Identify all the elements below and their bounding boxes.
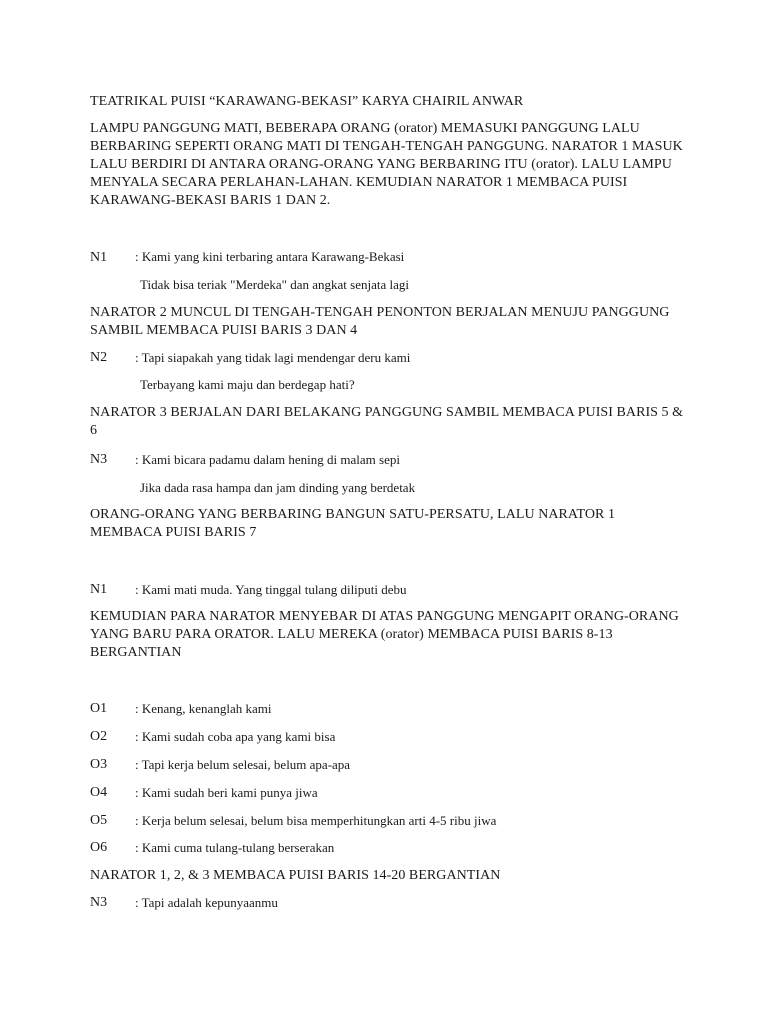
verse-line: : Kami cuma tulang-tulang berserakan xyxy=(135,840,335,855)
verse-line: : Kami mati muda. Yang tinggal tulang diliputi debu xyxy=(135,582,407,597)
speaker-label: O6 xyxy=(90,840,108,855)
verse-line: Jika dada rasa hampa dan jam dinding yang berdetak xyxy=(140,480,416,495)
intro-line: LALU BERDIRI DI ANTARA ORANG-ORANG YANG BERBARING ITU (orator). LALU LAMPU xyxy=(90,157,672,172)
direction-line: MEMBACA PUISI BARIS 7 xyxy=(90,525,257,540)
direction-line: SAMBIL MEMBACA PUISI BARIS 3 DAN 4 xyxy=(90,323,358,338)
speaker-label: N3 xyxy=(90,895,108,910)
stage-direction xyxy=(90,404,690,440)
speaker-label: O2 xyxy=(90,729,108,744)
direction-line: NARATOR 2 MUNCUL DI TENGAH-TENGAH PENONTON BERJALAN MENUJU PANGGUNG xyxy=(90,305,670,320)
verse-line: : Tapi siapakah yang tidak lagi mendengar deru kami xyxy=(135,350,411,365)
speaker-label: O5 xyxy=(90,813,108,828)
document-title: TEATRIKAL PUISI “KARAWANG-BEKASI” KARYA CHAIRIL ANWAR xyxy=(90,94,524,109)
verse-line: : Kami sudah beri kami punya jiwa xyxy=(135,785,318,800)
verse-line: : Kami bicara padamu dalam hening di malam sepi xyxy=(135,452,400,467)
speaker-label: O1 xyxy=(90,701,108,716)
direction-line: ORANG-ORANG YANG BERBARING BANGUN SATU-PERSATU, LALU NARATOR 1 xyxy=(90,507,616,522)
intro-line: BERBARING SEPERTI ORANG MATI DI TENGAH-TENGAH PANGGUNG. NARATOR 1 MASUK xyxy=(90,139,683,154)
speaker-label: O4 xyxy=(90,785,108,800)
stage-direction xyxy=(90,506,690,542)
direction-line: NARATOR 3 BERJALAN DARI BELAKANG PANGGUNG SAMBIL MEMBACA PUISI BARIS 5 & xyxy=(90,405,684,420)
verse-line: Terbayang kami maju dan berdegap hati? xyxy=(140,377,355,392)
verse-line: : Tapi kerja belum selesai, belum apa-apa xyxy=(135,757,351,772)
speaker-label: N3 xyxy=(90,452,108,467)
intro-paragraph xyxy=(90,120,690,212)
verse-line: : Kerja belum selesai, belum bisa memperhitungkan arti 4-5 ribu jiwa xyxy=(135,813,497,828)
speaker-label: O3 xyxy=(90,757,108,772)
direction-line: YANG BARU PARA ORATOR. LALU MEREKA (orator) MEMBACA PUISI BARIS 8-13 xyxy=(90,627,613,642)
verse-line: : Kenang, kenanglah kami xyxy=(135,701,272,716)
intro-line: KARAWANG-BEKASI BARIS 1 DAN 2. xyxy=(90,193,331,208)
speaker-label: N1 xyxy=(90,582,108,597)
speaker-label: N2 xyxy=(90,350,108,365)
stage-direction xyxy=(90,304,690,340)
stage-direction: NARATOR 1, 2, & 3 MEMBACA PUISI BARIS 14-20 BERGANTIAN xyxy=(90,868,501,883)
intro-line: LAMPU PANGGUNG MATI, BEBERAPA ORANG (orator) MEMASUKI PANGGUNG LALU xyxy=(90,121,640,136)
stage-direction xyxy=(90,608,690,662)
verse-line: : Tapi adalah kepunyaanmu xyxy=(135,895,278,910)
speaker-label: N1 xyxy=(90,250,108,265)
verse-line: : Kami yang kini terbaring antara Karawang-Bekasi xyxy=(135,249,405,264)
direction-line: KEMUDIAN PARA NARATOR MENYEBAR DI ATAS PANGGUNG MENGAPIT ORANG-ORANG xyxy=(90,609,679,624)
verse-line: : Kami sudah coba apa yang kami bisa xyxy=(135,729,336,744)
direction-line: 6 xyxy=(90,423,98,438)
direction-line: BERGANTIAN xyxy=(90,645,182,660)
intro-line: MENYALA SECARA PERLAHAN-LAHAN. KEMUDIAN NARATOR 1 MEMBACA PUISI xyxy=(90,175,628,190)
verse-line: Tidak bisa teriak "Merdeka" dan angkat senjata lagi xyxy=(140,277,409,292)
